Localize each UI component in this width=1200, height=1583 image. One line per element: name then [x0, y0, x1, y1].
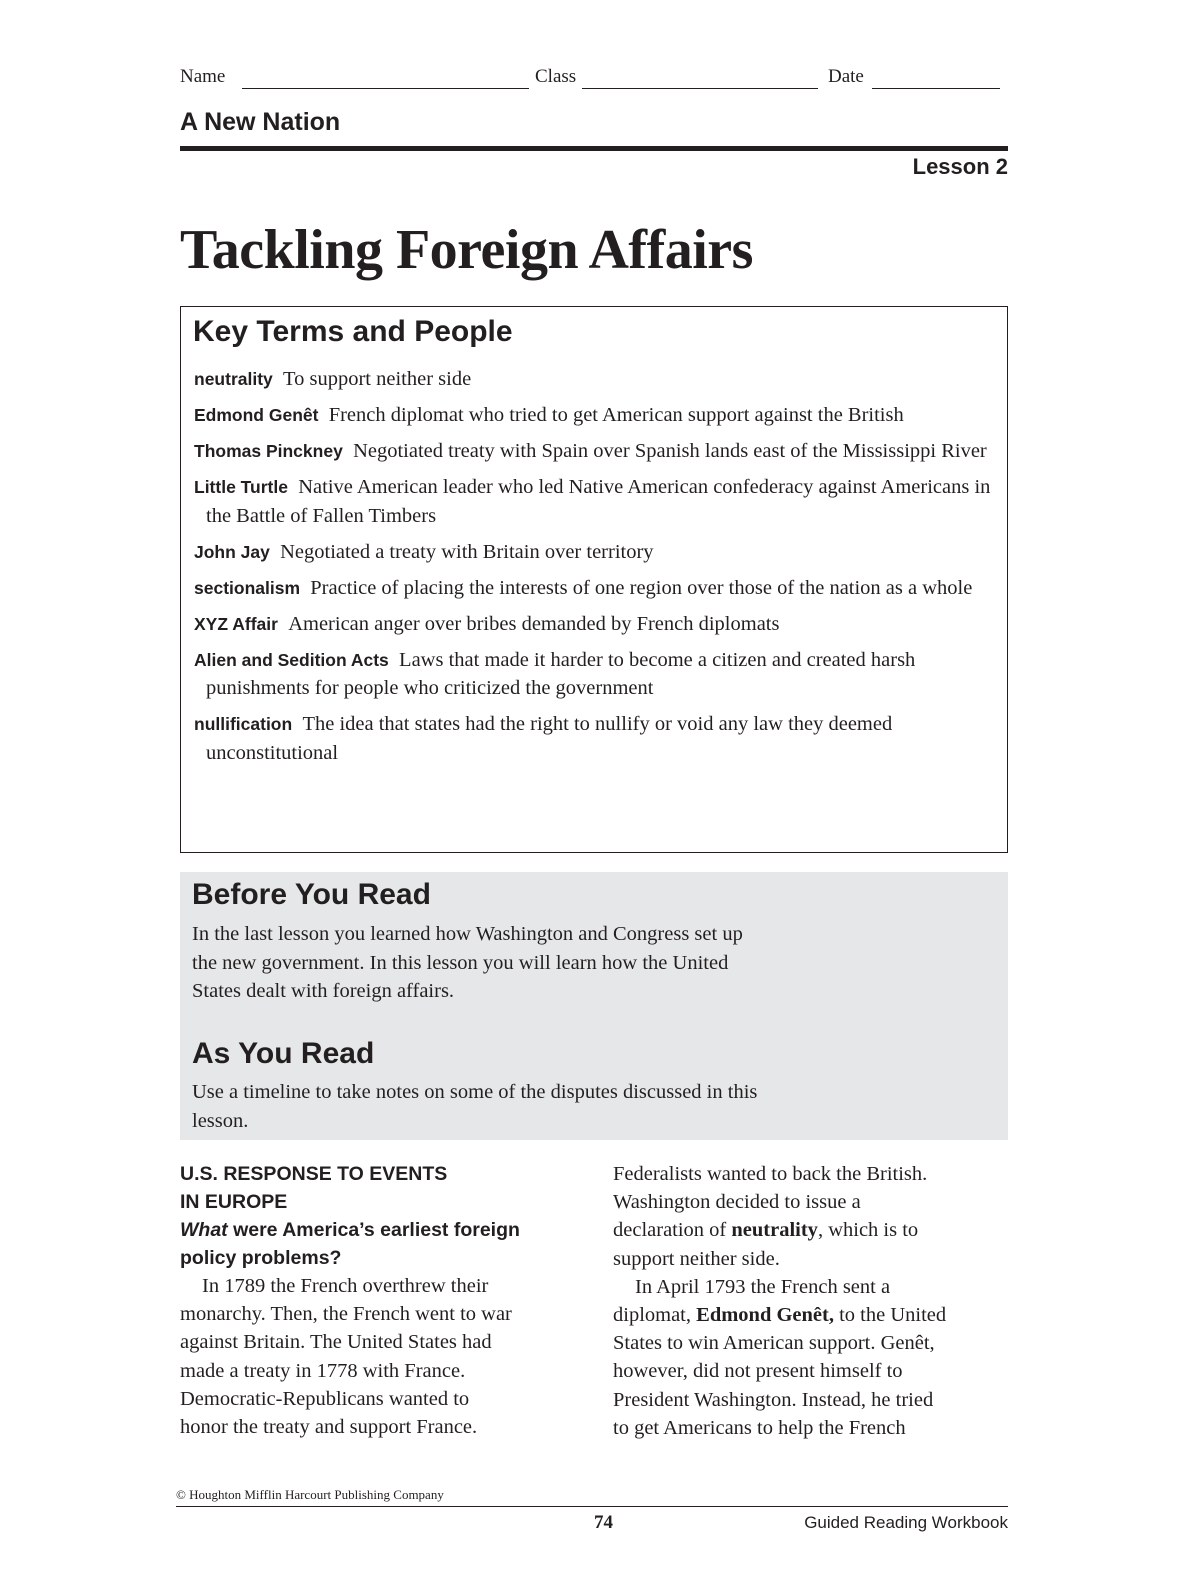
key-term-definition: Negotiated treaty with Spain over Spanish lands east of the Mississippi River: [353, 440, 987, 462]
class-label: Class: [535, 66, 577, 87]
left-paragraph: [180, 1272, 580, 1441]
key-term-item: [194, 538, 994, 567]
copyright-notice: © Houghton Mifflin Harcourt Publishing Company: [176, 1487, 444, 1502]
before-you-read-heading: Before You Read: [192, 878, 431, 911]
bold-term-neutrality: neutrality: [731, 1219, 818, 1242]
paragraph-line: to the United: [833, 1304, 947, 1327]
date-label: Date: [828, 66, 864, 87]
name-label: Name: [180, 66, 226, 87]
key-terms-list: [194, 365, 994, 775]
section-heading-line: IN EUROPE: [180, 1191, 288, 1213]
key-term-item: [194, 365, 994, 394]
reading-guide-box: [180, 872, 1008, 1140]
section-heading-line: U.S. RESPONSE TO EVENTS: [180, 1163, 448, 1185]
key-term-item: [194, 646, 994, 703]
key-term-definition: Laws that made it harder to become a citizen and created harsh punishments for people who criticized the government: [206, 648, 916, 699]
page-number: 74: [594, 1512, 613, 1533]
key-term-definition: The idea that states had the right to nullify or void any law they deemed unconstitutional: [206, 713, 893, 764]
paragraph-line: against Britain. The United States had: [180, 1331, 492, 1354]
paragraph-line: States to win American support. Genêt,: [613, 1332, 935, 1355]
paragraph-line: Washington decided to issue a: [613, 1191, 861, 1214]
question-text: were America’s earliest foreign: [227, 1219, 520, 1241]
paragraph-line: President Washington. Instead, he tried: [613, 1388, 934, 1411]
key-term-name: neutrality: [194, 369, 273, 389]
paragraph-line: , which is to: [817, 1219, 919, 1242]
key-term-definition: To support neither side: [283, 368, 472, 390]
key-terms-heading: Key Terms and People: [193, 315, 513, 348]
before-you-read-line: the new government. In this lesson you will learn how the United: [192, 951, 729, 974]
key-term-name: John Jay: [194, 541, 270, 562]
right-paragraph-2: [613, 1273, 1008, 1442]
right-column: [613, 1160, 1008, 1442]
key-term-item: [194, 574, 994, 603]
key-term-name: sectionalism: [194, 577, 301, 598]
paragraph-line: honor the treaty and support France.: [180, 1416, 478, 1439]
as-you-read-line: Use a timeline to take notes on some of the disputes discussed in this: [192, 1081, 758, 1103]
paragraph-line: to get Americans to help the French: [613, 1416, 906, 1439]
as-you-read-heading: As You Read: [192, 1037, 375, 1070]
key-term-name: nullification: [194, 714, 293, 734]
key-term-definition: American anger over bribes demanded by French diplomats: [288, 612, 780, 635]
paragraph-line: monarchy. Then, the French went to war: [180, 1303, 512, 1326]
paragraph-line: Democratic-Republicans wanted to: [180, 1387, 470, 1410]
bold-term-genet: Edmond Genêt,: [696, 1304, 834, 1327]
question-text: policy problems?: [180, 1247, 342, 1269]
key-term-item: [194, 610, 994, 639]
before-you-read-line: In the last lesson you learned how Washington and Congress set up: [192, 923, 743, 945]
key-term-item: [194, 473, 994, 530]
key-term-name: XYZ Affair: [194, 613, 278, 634]
key-term-item: [194, 710, 994, 767]
question-italic-word: What: [180, 1219, 228, 1241]
unit-title-rule: [180, 146, 1008, 151]
paragraph-line: support neither side.: [613, 1247, 780, 1270]
paragraph-line: diplomat,: [613, 1304, 697, 1327]
class-blank-line[interactable]: [582, 88, 818, 89]
footer-rule: [176, 1506, 1008, 1507]
paragraph-line: In April 1793 the French sent a: [635, 1275, 891, 1298]
paragraph-line: made a treaty in 1778 with France.: [180, 1359, 466, 1382]
worksheet-page: [176, 0, 1008, 1583]
section-question: [180, 1216, 580, 1272]
lesson-label: Lesson 2: [912, 154, 1008, 179]
before-you-read-text: [192, 920, 743, 1006]
section-heading: [180, 1160, 580, 1216]
key-term-name: Little Turtle: [194, 477, 288, 497]
as-you-read-text: [192, 1078, 757, 1135]
key-term-definition: French diplomat who tried to get American support against the British: [328, 404, 904, 426]
as-you-read-line: lesson.: [192, 1109, 249, 1132]
key-term-name: Alien and Sedition Acts: [194, 649, 389, 670]
key-term-name: Thomas Pinckney: [194, 441, 343, 461]
key-term-definition: Native American leader who led Native American confederacy against Americans in the Battle of Fallen Timbers: [206, 476, 991, 527]
name-blank-line[interactable]: [242, 88, 529, 89]
workbook-title: Guided Reading Workbook: [804, 1513, 1008, 1532]
paragraph-line: In 1789 the French overthrew their: [202, 1275, 489, 1297]
lesson-title: Tackling Foreign Affairs: [180, 219, 753, 281]
key-terms-box: [180, 306, 1008, 853]
before-you-read-line: States dealt with foreign affairs.: [192, 980, 455, 1002]
paragraph-line: Federalists wanted to back the British.: [613, 1163, 928, 1185]
paragraph-line: however, did not present himself to: [613, 1360, 903, 1383]
key-term-item: [194, 401, 994, 430]
key-term-definition: Negotiated a treaty with Britain over territory: [280, 540, 654, 563]
left-column: [180, 1160, 580, 1441]
paragraph-line: declaration of: [613, 1219, 732, 1242]
key-term-name: Edmond Genêt: [194, 405, 319, 425]
header-fields: [180, 66, 1008, 94]
key-term-item: [194, 437, 994, 466]
right-paragraph-1: [613, 1160, 1008, 1273]
unit-title: A New Nation: [180, 108, 341, 136]
key-term-definition: Practice of placing the interests of one region over those of the nation as a whole: [310, 576, 973, 599]
date-blank-line[interactable]: [872, 88, 1000, 89]
